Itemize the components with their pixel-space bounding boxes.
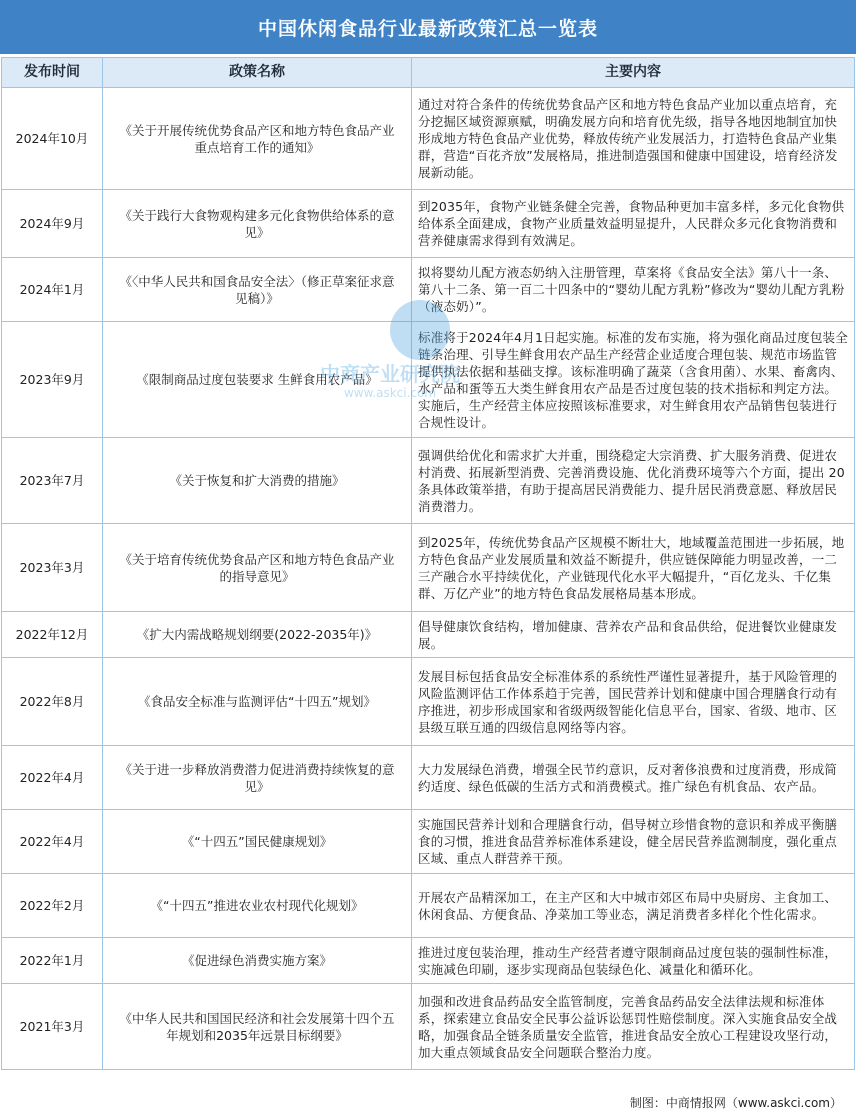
table-row [2, 438, 855, 524]
row-policy-name: 《食品安全标准与监测评估“十四五”规划》 [103, 658, 412, 746]
row-date: 2023年3月 [2, 524, 103, 612]
table-row [2, 612, 855, 658]
row-policy-name: 《促进绿色消费实施方案》 [103, 938, 412, 984]
row-content: 开展农产品精深加工，在主产区和大中城市郊区布局中央厨房、主食加工、休闲食品、方便食品、净菜加工等业态，满足消费者多样化个性化需求。 [412, 874, 855, 938]
table-row [2, 258, 855, 322]
row-policy-name: 《限制商品过度包装要求 生鲜食用农产品》 [103, 322, 412, 438]
source-credit: 制图：中商情报网（www.askci.com） [629, 1096, 842, 1110]
table-row [2, 322, 855, 438]
row-policy-name: 《关于培育传统优势食品产区和地方特色食品产业的指导意见》 [103, 524, 412, 612]
header-content: 主要内容 [412, 58, 855, 88]
row-date: 2023年9月 [2, 322, 103, 438]
watermark-url: www.askci.com [343, 386, 437, 400]
row-content: 实施国民营养计划和合理膳食行动，倡导树立珍惜食物的意识和养成平衡膳食的习惯，推进食品营养标准体系建设，健全居民营养监测制度，强化重点区域、重点人群营养干预。 [412, 810, 855, 874]
title-bar [0, 0, 856, 54]
row-content: 大力发展绿色消费，增强全民节约意识，反对奢侈浪费和过度消费，形成简约适度、绿色低碳的生活方式和消费模式。推广绿色有机食品、农产品。 [412, 746, 855, 810]
header-name: 政策名称 [103, 58, 412, 88]
row-policy-name: 《“十四五”国民健康规划》 [103, 810, 412, 874]
row-content: 推进过度包装治理，推动生产经营者遵守限制商品过度包装的强制性标准，实施减色印刷，逐步实现商品包装绿色化、减量化和循环化。 [412, 938, 855, 984]
row-date: 2024年10月 [2, 88, 103, 190]
row-content: 发展目标包括食品安全标准体系的系统性严谨性显著提升，基于风险管理的风险监测评估工作体系趋于完善，国民营养计划和健康中国合理膳食行动有序推进，初步形成国家和省级两级智能化信息平台，国家、省级、地市、区县级互联互通的四级信息网络等内容。 [412, 658, 855, 746]
table-row [2, 984, 855, 1070]
row-policy-name: 《关于践行大食物观构建多元化食物供给体系的意见》 [103, 190, 412, 258]
row-content: 加强和改进食品药品安全监管制度，完善食品药品安全法律法规和标准体系，探索建立食品安全民事公益诉讼惩罚性赔偿制度。深入实施食品安全战略，加强食品全链条质量安全监管，推进食品安全放心工程建设攻坚行动，加大重点领域食品安全问题联合整治力度。 [412, 984, 855, 1070]
row-policy-name: 《关于进一步释放消费潜力促进消费持续恢复的意见》 [103, 746, 412, 810]
row-content: 倡导健康饮食结构，增加健康、营养农产品和食品供给，促进餐饮业健康发展。 [412, 612, 855, 658]
row-date: 2022年4月 [2, 746, 103, 810]
table-row [2, 88, 855, 190]
row-date: 2022年12月 [2, 612, 103, 658]
row-date: 2022年4月 [2, 810, 103, 874]
row-date: 2022年1月 [2, 938, 103, 984]
row-date: 2021年3月 [2, 984, 103, 1070]
table-row [2, 658, 855, 746]
row-content: 强调供给优化和需求扩大并重，围绕稳定大宗消费、扩大服务消费、促进农村消费、拓展新型消费、完善消费设施、优化消费环境等六个方面，提出 20 条具体政策举措，有助于提高居民消费能力、提升居民消费意愿、释放居民消费潜力。 [412, 438, 855, 524]
watermark-text: 中商产业研究院 [320, 362, 460, 386]
row-policy-name: 《扩大内需战略规划纲要(2022-2035年)》 [103, 612, 412, 658]
row-policy-name: 《〈中华人民共和国食品安全法〉（修正草案征求意见稿）》 [103, 258, 412, 322]
row-date: 2023年7月 [2, 438, 103, 524]
row-date: 2022年8月 [2, 658, 103, 746]
table-row [2, 524, 855, 612]
row-policy-name: 《关于开展传统优势食品产区和地方特色食品产业重点培育工作的通知》 [103, 88, 412, 190]
table-header-row [2, 58, 855, 88]
row-date: 2024年1月 [2, 258, 103, 322]
row-policy-name: 《关于恢复和扩大消费的措施》 [103, 438, 412, 524]
row-content: 到2035年，食物产业链条健全完善，食物品种更加丰富多样，多元化食物供给体系全面建成，食物产业质量效益明显提升，人民群众多元化食物消费和营养健康需求得到有效满足。 [412, 190, 855, 258]
policy-table [1, 57, 855, 1070]
table-row [2, 938, 855, 984]
row-content: 到2025年，传统优势食品产区规模不断壮大，地域覆盖范围进一步拓展，地方特色食品产业发展质量和效益不断提升，供应链保障能力明显改善，一二三产融合水平持续优化，产业链现代化水平大幅提升，“百亿龙头、千亿集群、万亿产业”的地方特色食品发展格局基本形成。 [412, 524, 855, 612]
row-content: 标准将于2024年4月1日起实施。标准的发布实施，将为强化商品过度包装全链条治理、引导生鲜食用农产品生产经营企业适度合理包装、规范市场监管提供执法依据和基础支撑。该标准明确了蔬菜（含食用菌）、水果、畜禽肉、水产品和蛋等五大类生鲜食用农产品是否过度包装的技术指标和判定方法。实施后，生产经营主体应按照该标准要求，对生鲜食用农产品销售包装进行合规性设计。 [412, 322, 855, 438]
row-content: 拟将婴幼儿配方液态奶纳入注册管理，草案将《食品安全法》第八十一条、第八十二条、第一百二十四条中的“婴幼儿配方乳粉”修改为“婴幼儿配方乳粉（液态奶）”。 [412, 258, 855, 322]
row-policy-name: 《中华人民共和国国民经济和社会发展第十四个五年规划和2035年远景目标纲要》 [103, 984, 412, 1070]
row-date: 2024年9月 [2, 190, 103, 258]
row-date: 2022年2月 [2, 874, 103, 938]
header-date: 发布时间 [2, 58, 103, 88]
page-title: 中国休闲食品行业最新政策汇总一览表 [257, 17, 598, 40]
table-row [2, 874, 855, 938]
table-row [2, 190, 855, 258]
table-row [2, 746, 855, 810]
table-row [2, 810, 855, 874]
row-policy-name: 《“十四五”推进农业农村现代化规划》 [103, 874, 412, 938]
row-content: 通过对符合条件的传统优势食品产区和地方特色食品产业加以重点培育，充分挖掘区域资源禀赋，明确发展方向和培育优先级，指导各地因地制宜加快形成地方特色食品产业优势，释放传统产业发展活力，打造特色食品产业集群，营造“百花齐放”发展格局，推进制造强国和健康中国建设，培育经济发展新动能。 [412, 88, 855, 190]
